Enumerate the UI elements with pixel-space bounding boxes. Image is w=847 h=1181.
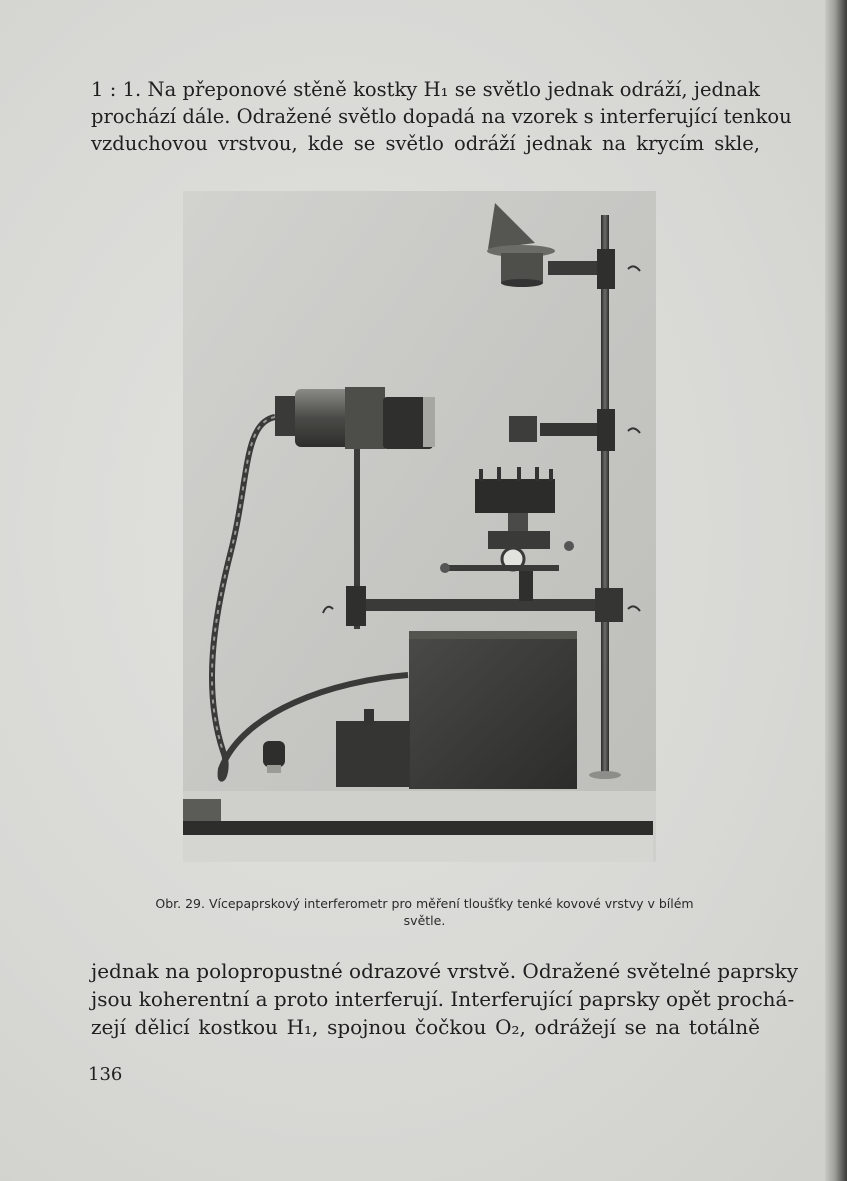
bottom-paragraph — [91, 957, 799, 1041]
page-number: 136 — [88, 1064, 123, 1085]
paragraph-line: prochází dále. Odražené světlo dopadá na vzorek s interferující tenkou — [91, 105, 792, 128]
horizontal-bench-bar — [351, 599, 621, 611]
base-board — [183, 821, 653, 835]
caption-line: světle. — [403, 913, 446, 928]
vertical-stand-rod — [601, 215, 609, 775]
paragraph-line: 1 : 1. Na přeponové stěně kostky H₁ se světlo jednak odráží, jednak — [91, 78, 760, 101]
interferometer-photograph — [183, 191, 656, 862]
paragraph-line: zejí dělicí kostkou H₁, spojnou čočkou O₂, odrážejí se na totálně — [91, 1015, 760, 1039]
figure-caption — [89, 895, 760, 929]
power-supply-box — [409, 631, 577, 789]
paragraph-line: vzduchovou vrstvou, kde se světlo odráží jednak na krycím skle, — [91, 132, 760, 155]
caption-line: Obr. 29. Vícepaprskový interferometr pro měření tloušťky tenké kovové vrstvy v bílém — [155, 896, 694, 911]
paragraph-line: jsou koherentní a proto interferují. Interferující paprsky opět prochá- — [91, 987, 795, 1011]
top-paragraph — [91, 76, 792, 157]
book-spine-shadow — [825, 0, 847, 1181]
paragraph-line: jednak na polopropustné odrazové vrstvě. Odražené světelné paprsky — [91, 959, 799, 983]
